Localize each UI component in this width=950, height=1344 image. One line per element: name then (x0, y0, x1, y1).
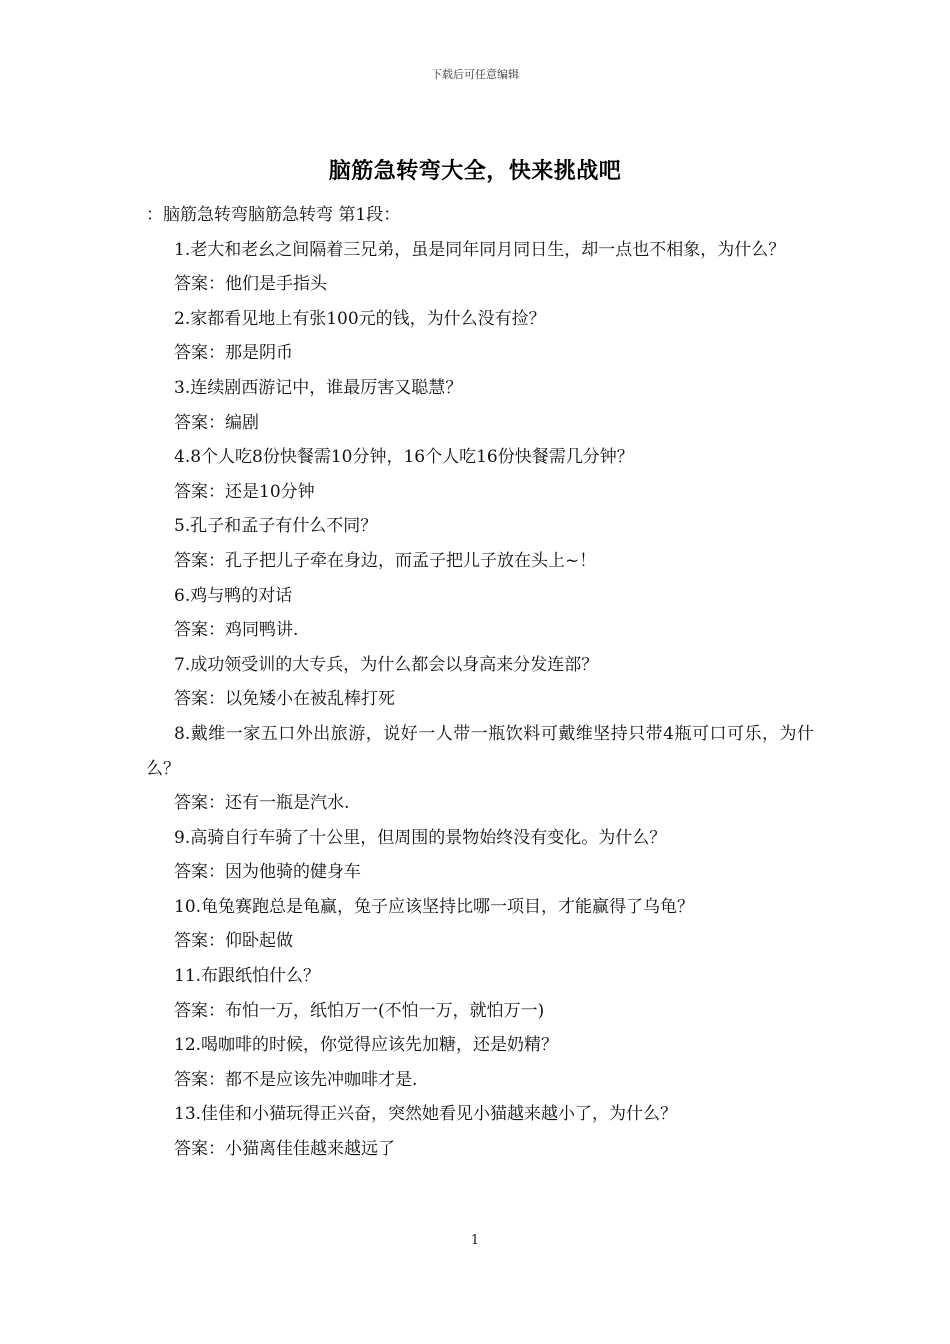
answer-2: 答案：那是阴币 (174, 343, 293, 364)
question-9: 9.高骑自行车骑了十公里，但周围的景物始终没有变化。为什么？ (174, 827, 667, 848)
document-title: 脑筋急转弯大全，快来挑战吧 (328, 158, 622, 184)
answer-12: 答案：都不是应该先冲咖啡才是. (174, 1069, 418, 1090)
answer-3: 答案：编剧 (174, 412, 259, 433)
question-11: 11.布跟纸怕什么？ (174, 966, 321, 987)
page-number: 1 (470, 1233, 480, 1248)
document-body (146, 198, 814, 1167)
section-heading: ：脑筋急转弯脑筋急转弯 第1段： (146, 205, 401, 225)
answer-1: 答案：他们是手指头 (174, 274, 327, 295)
question-3: 3.连续剧西游记中，谁最厉害又聪慧？ (174, 377, 463, 398)
question-2: 2.家都看见地上有张100元的钱，为什么没有捡？ (174, 308, 546, 329)
answer-5: 答案：孔子把儿子牵在身边，而孟子把儿子放在头上~！ (174, 550, 597, 571)
question-13: 13.佳佳和小猫玩得正兴奋，突然她看见小猫越来越小了，为什么？ (174, 1104, 678, 1125)
answer-11: 答案：布怕一万，纸怕万一(不怕一万，就怕万一) (174, 1000, 545, 1021)
header-note: 下载后可任意编辑 (431, 68, 519, 81)
answer-7: 答案：以免矮小在被乱棒打死 (174, 689, 395, 710)
question-12: 12.喝咖啡的时候，你觉得应该先加糖，还是奶精？ (174, 1035, 559, 1056)
question-6: 6.鸡与鸭的对话 (174, 585, 293, 606)
answer-4: 答案：还是10分钟 (174, 481, 315, 502)
answer-13: 答案：小猫离佳佳越来越远了 (174, 1139, 395, 1160)
question-8: 8.戴维一家五口外出旅游，说好一人带一瓶饮料可戴维坚持只带4瓶可口可乐，为什么？ (146, 723, 814, 779)
answer-8: 答案：还有一瓶是汽水. (174, 793, 350, 814)
question-4: 4.8个人吃8份快餐需10分钟，16个人吃16份快餐需几分钟？ (174, 447, 634, 468)
question-10: 10.龟兔赛跑总是龟赢，兔子应该坚持比哪一项目，才能赢得了乌龟？ (174, 896, 695, 917)
question-5: 5.孔子和孟子有什么不同？ (174, 516, 378, 537)
question-7: 7.成功领受训的大专兵，为什么都会以身高来分发连部？ (174, 654, 599, 675)
answer-10: 答案：仰卧起做 (174, 931, 293, 952)
answer-6: 答案：鸡同鸭讲. (174, 620, 299, 641)
question-1: 1.老大和老幺之间隔着三兄弟，虽是同年同月同日生，却一点也不相象，为什么？ (174, 239, 786, 260)
answer-9: 答案：因为他骑的健身车 (174, 862, 361, 883)
